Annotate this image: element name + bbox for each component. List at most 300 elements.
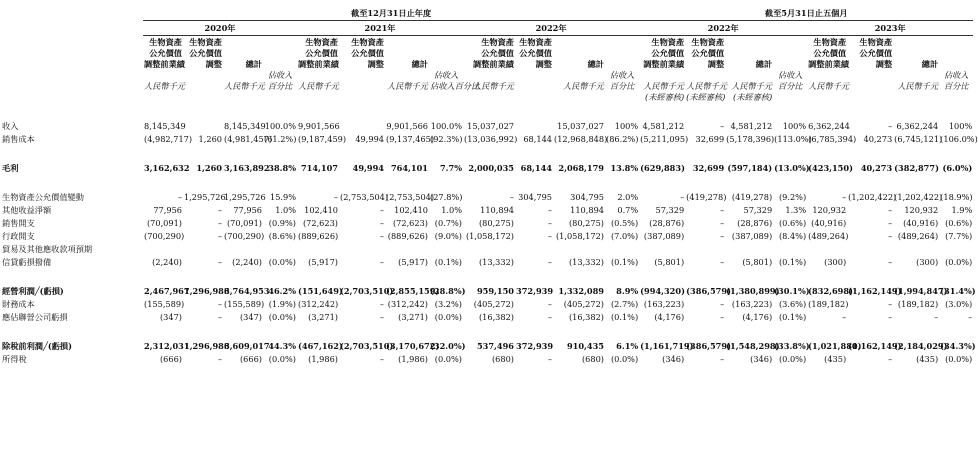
table-cell: 15,037,027 (557, 120, 604, 131)
table-cell: (0.0%) (778, 353, 807, 364)
table-cell: (405,272) (473, 298, 514, 309)
col-header: 公允價值 (651, 47, 685, 58)
table-cell: (419,278) (731, 191, 773, 202)
table-cell: – (379, 217, 384, 228)
table-cell: (1,986) (398, 353, 428, 364)
table-cell: (3,170,672) (386, 340, 440, 351)
table-cell: – (509, 191, 514, 202)
table-cell: 2,312,031 (144, 340, 190, 351)
unit-label: 人民幣千元 (298, 80, 339, 91)
table-cell: – (842, 311, 847, 322)
table-cell: 537,496 (476, 340, 514, 351)
table-cell: – (379, 204, 384, 215)
table-cell: 9,901,566 (298, 120, 340, 131)
table-cell: (0.0%) (434, 353, 462, 364)
col-header: 調整前業績 (643, 58, 685, 69)
table-cell: (28.8%) (430, 285, 466, 296)
year-heading: 2020年 (143, 21, 297, 36)
table-cell: – (547, 230, 552, 241)
table-cell: – (720, 120, 725, 131)
table-cell: (435) (824, 353, 847, 364)
table-cell: 44.3% (268, 340, 296, 351)
table-cell: (666) (159, 353, 182, 364)
table-cell (223, 241, 263, 254)
table-cell: (155,589) (224, 298, 265, 309)
col-header: 公允價值 (305, 47, 338, 58)
col-header: 公允價值 (859, 47, 893, 58)
table-cell: – (547, 311, 552, 322)
table-cell: (1,021,880) (808, 340, 862, 351)
table-row (0, 338, 973, 351)
table-cell: – (720, 298, 725, 309)
row-label: 毛利 (2, 162, 19, 173)
table-cell: (80,275) (568, 217, 604, 228)
table-cell: 1.0% (441, 204, 462, 215)
table-cell: 9,901,566 (386, 120, 428, 131)
table-cell: – (217, 204, 222, 215)
table-cell: (0.7%) (434, 217, 462, 228)
table-cell: (72,623) (302, 217, 338, 228)
col-header: 調整 (367, 58, 384, 69)
income-statement-table (0, 6, 978, 364)
table-cell: – (888, 230, 893, 241)
unit-line3 (0, 91, 973, 102)
table-cell: (2,240) (232, 256, 262, 267)
table-cell (553, 241, 605, 254)
table-cell: 110,894 (480, 204, 514, 215)
table-cell: (16,382) (478, 311, 514, 322)
table-row (0, 241, 973, 254)
table-cell: 1,260 (198, 133, 222, 144)
table-cell: (5,801) (742, 256, 773, 267)
table-cell: (3,271) (308, 311, 338, 322)
row-label: 財務成本 (2, 298, 35, 309)
column-header-line2 (0, 47, 973, 58)
row-label: 應佔聯營公司虧損 (2, 311, 68, 322)
table-cell (807, 241, 847, 254)
table-cell: – (720, 204, 725, 215)
table-cell: – (934, 311, 939, 322)
table-cell: 3,162,632 (144, 162, 190, 173)
table-cell: (629,883) (640, 162, 685, 173)
col-header: 生物資產 (149, 36, 182, 47)
table-cell: (435) (916, 353, 939, 364)
row-label: 除稅前利潤╱(虧損) (2, 340, 72, 351)
table-cell: (28,876) (649, 217, 685, 228)
table-cell (183, 241, 223, 254)
table-cell: – (888, 311, 893, 322)
table-cell (339, 241, 385, 254)
table-cell: 40,273 (860, 162, 893, 173)
col-header: 總計 (921, 58, 939, 69)
table-cell: 120,932 (812, 204, 847, 215)
table-cell: – (217, 217, 222, 228)
table-cell: (889,626) (298, 230, 339, 241)
table-cell: (72,623) (392, 217, 428, 228)
table-cell: (0.0%) (268, 353, 296, 364)
table-cell: 40,273 (863, 133, 893, 144)
pct-header: 百分比 (609, 80, 635, 91)
col-header: 總計 (411, 58, 428, 69)
table-cell: 77,956 (153, 204, 182, 215)
table-row (0, 283, 973, 296)
table-row (0, 351, 973, 364)
table-cell: 49,994 (352, 162, 384, 173)
spacer-row (0, 267, 973, 283)
table-cell: (0.6%) (778, 217, 807, 228)
table-cell: 100.0% (430, 120, 462, 131)
table-cell: 3,764,953 (224, 285, 270, 296)
pct-header: 佔收入 (943, 69, 969, 80)
table-cell: (1,202,422) (848, 191, 897, 202)
spacer-row (0, 322, 973, 338)
table-cell: (467,162) (298, 340, 343, 351)
col-header: 調整 (707, 58, 725, 69)
col-header: 調整 (535, 58, 552, 69)
table-cell: 102,410 (394, 204, 428, 215)
row-label: 行政開支 (2, 230, 35, 241)
table-cell: – (217, 256, 222, 267)
table-cell: – (888, 120, 893, 131)
col-header: 生物資產 (481, 36, 514, 47)
col-header: 生物資產 (305, 36, 338, 47)
table-cell: – (379, 256, 384, 267)
pct-header: 百分比 (943, 80, 969, 91)
table-cell: (9,137,465) (386, 133, 435, 144)
table-cell: 1.9% (951, 204, 973, 215)
row-label: 信貸虧損撥備 (2, 256, 52, 267)
row-label: 其他收益淨額 (2, 204, 52, 215)
table-cell (263, 241, 297, 254)
col-header: 公允價值 (351, 47, 384, 58)
unit-label: 人民幣千元 (686, 80, 728, 91)
table-cell: (5,801) (654, 256, 685, 267)
table-cell: – (720, 230, 725, 241)
table-cell: 3,609,017 (224, 340, 270, 351)
row-label: 經營利潤╱(虧損) (2, 285, 64, 296)
unit-label: 人民幣千元 (643, 80, 685, 91)
table-cell: (32.0%) (430, 340, 466, 351)
table-cell: 8,145,349 (144, 120, 186, 131)
table-cell: – (720, 353, 725, 364)
table-cell: (2,703,510) (340, 340, 394, 351)
table-cell: (419,278) (686, 191, 727, 202)
table-cell: 304,795 (518, 191, 552, 202)
table-cell: – (547, 204, 552, 215)
table-cell: (2,855,159) (386, 285, 440, 296)
table-cell: (5,178,396) (726, 133, 775, 144)
table-cell: 102,410 (304, 204, 338, 215)
table-cell: (3.6%) (778, 298, 807, 309)
table-cell: (312,242) (387, 298, 428, 309)
table-cell: – (217, 298, 222, 309)
table-cell (515, 118, 553, 131)
table-cell: 910,435 (566, 340, 604, 351)
col-header: 公允價值 (519, 47, 552, 58)
table-cell: (300) (916, 256, 939, 267)
table-cell: (0.6%) (945, 217, 973, 228)
table-cell: (8.4%) (778, 230, 807, 241)
table-cell: (1,058,172) (555, 230, 604, 241)
col-header: 生物資產 (859, 36, 893, 47)
table-cell: (700,290) (224, 230, 265, 241)
table-cell: (113.0%) (774, 133, 812, 144)
table-cell: – (379, 298, 384, 309)
row-label: 銷售成本 (2, 133, 35, 144)
table-cell: (163,223) (643, 298, 685, 309)
table-cell: 1,295,726 (224, 191, 266, 202)
table-cell: – (379, 311, 384, 322)
table-cell: (680) (491, 353, 514, 364)
col-header: 公允價值 (189, 47, 222, 58)
unit-label: 人民幣千元 (563, 80, 604, 91)
col-header: 調整前業績 (298, 58, 339, 69)
table-cell: – (842, 191, 847, 202)
unit-line2 (0, 80, 973, 91)
table-cell: (6,745,121) (894, 133, 943, 144)
table-cell: 4,581,212 (730, 120, 773, 131)
table-cell: (1,994,847) (894, 285, 948, 296)
spacer-row (0, 102, 973, 118)
year-heading: 2023年 (807, 21, 973, 36)
table-cell: (312,242) (298, 298, 339, 309)
table-cell: (1,380,899) (726, 285, 780, 296)
table-cell: (1,161,719) (640, 340, 694, 351)
table-cell: 2,000,035 (468, 162, 514, 173)
year-heading: 2022年 (639, 21, 807, 36)
table-cell: (489,264) (808, 230, 849, 241)
table-cell: 120,932 (904, 204, 939, 215)
column-header-line1 (0, 36, 973, 48)
table-cell: (346) (750, 353, 773, 364)
table-cell: (70,091) (226, 217, 262, 228)
table-cell: (70,091) (146, 217, 182, 228)
table-cell: 32,699 (695, 133, 725, 144)
table-cell: (189,182) (897, 298, 939, 309)
table-cell: (666) (239, 353, 262, 364)
table-cell: (31.4%) (940, 285, 976, 296)
table-cell: 2,068,179 (558, 162, 604, 173)
table-cell (297, 241, 339, 254)
table-cell: (489,264) (897, 230, 939, 241)
table-row (0, 296, 973, 309)
table-cell: (16,382) (568, 311, 604, 322)
col-header: 總計 (587, 58, 604, 69)
table-cell: (2,753,504) (340, 191, 389, 202)
table-cell: (4,176) (654, 311, 685, 322)
period-header-row (0, 6, 973, 21)
table-cell (773, 241, 807, 254)
col-header: 調整 (205, 58, 222, 69)
table-cell: (2,184,029) (894, 340, 948, 351)
table-cell: 57,329 (655, 204, 685, 215)
table-cell: (386,579) (686, 340, 731, 351)
table-cell: (1,986) (308, 353, 338, 364)
col-header: 生物資產 (651, 36, 685, 47)
table-cell: – (217, 353, 222, 364)
table-cell: (5,211,095) (640, 133, 689, 144)
table-cell: 15.9% (269, 191, 296, 202)
table-cell: (3.0%) (945, 298, 973, 309)
table-cell: (9.2%) (778, 191, 807, 202)
table-cell: (2,753,504) (386, 191, 435, 202)
pct-header: 佔收入 (777, 69, 803, 80)
table-cell: (5,917) (308, 256, 338, 267)
table-cell: (12,968,848) (554, 133, 608, 144)
table-cell: (1,202,422) (894, 191, 943, 202)
table-cell: 100.0% (264, 120, 296, 131)
table-cell: 8.9% (616, 285, 639, 296)
table-cell: 15,037,027 (467, 120, 514, 131)
table-cell: (40,916) (903, 217, 939, 228)
table-cell: 714,107 (300, 162, 338, 173)
table-cell (183, 118, 223, 131)
table-cell: (387,089) (643, 230, 685, 241)
col-header: 生物資產 (351, 36, 384, 47)
table-cell: (423,150) (808, 162, 853, 173)
table-cell: – (333, 191, 338, 202)
table-cell: (0.1%) (434, 256, 462, 267)
table-cell: (994,320) (640, 285, 685, 296)
table-row (0, 160, 973, 173)
table-cell (725, 241, 773, 254)
table-cell: 38.8% (268, 162, 296, 173)
unaudited-label: (未經審核) (686, 91, 726, 102)
table-cell: (3,271) (398, 311, 428, 322)
row-label: 生物資產公允價值變動 (2, 191, 84, 202)
table-cell: 68,144 (520, 162, 552, 173)
col-header: 總計 (245, 58, 262, 69)
year-heading: 2021年 (297, 21, 463, 36)
table-cell: (92.3%) (430, 133, 463, 144)
table-cell: (151,649) (298, 285, 343, 296)
table-cell: – (888, 217, 893, 228)
table-cell: 8,145,349 (224, 120, 266, 131)
table-row (0, 131, 973, 144)
table-cell (429, 241, 463, 254)
table-cell: (347) (159, 311, 182, 322)
table-cell: (386,579) (686, 285, 731, 296)
table-cell: (0.0%) (434, 311, 462, 322)
unaudited-label: (未經審核) (733, 91, 773, 102)
unit-line1 (0, 69, 973, 80)
table-cell: 1.3% (785, 204, 807, 215)
table-cell: – (720, 217, 725, 228)
pct-header: 百分比 (777, 80, 803, 91)
table-cell: (346) (662, 353, 685, 364)
table-cell: 46.2% (268, 285, 296, 296)
table-cell: 6,362,244 (808, 120, 850, 131)
table-cell: (5,917) (398, 256, 428, 267)
table-cell: – (888, 256, 893, 267)
table-cell: (300) (824, 256, 847, 267)
table-cell: 1.0% (275, 204, 296, 215)
table-cell: 110,894 (570, 204, 604, 215)
table-cell: 1,296,986 (184, 340, 230, 351)
table-cell (685, 241, 725, 254)
col-header: 調整 (875, 58, 893, 69)
table-cell: (189,182) (808, 298, 849, 309)
table-cell: – (379, 353, 384, 364)
table-row (0, 118, 973, 131)
table-cell: (155,589) (144, 298, 185, 309)
table-cell: – (217, 230, 222, 241)
table-cell: 4,581,212 (642, 120, 685, 131)
unit-label: 人民幣千元 (897, 80, 939, 91)
table-cell: (405,272) (563, 298, 604, 309)
table-cell: 32,699 (692, 162, 725, 173)
unit-label: 人民幣千元 (731, 80, 773, 91)
table-cell: – (888, 204, 893, 215)
table-cell: (0.9%) (268, 217, 296, 228)
table-cell: – (547, 256, 552, 267)
table-cell: 0.7% (617, 204, 639, 215)
table-row (0, 215, 973, 228)
col-header: 公允價值 (149, 47, 182, 58)
pct-header: 佔收入百分比 (430, 80, 480, 91)
table-cell: – (177, 191, 182, 202)
table-cell: (40,916) (811, 217, 847, 228)
col-header: 生物資產 (813, 36, 847, 47)
table-cell: 372,939 (516, 340, 554, 351)
col-header: 公允價值 (691, 47, 725, 58)
table-cell: 1,296,986 (184, 285, 230, 296)
table-cell: 49,994 (355, 133, 384, 144)
col-header: 調整前業績 (808, 58, 850, 69)
table-cell: (30.1%) (774, 285, 810, 296)
table-cell: (2,240) (152, 256, 182, 267)
table-cell: (0.0%) (945, 353, 973, 364)
table-cell: (0.0%) (268, 311, 296, 322)
table-cell: (0.0%) (610, 353, 639, 364)
table-cell: (18.9%) (940, 191, 973, 202)
table-cell: (6,785,394) (808, 133, 857, 144)
table-cell: 6,362,244 (896, 120, 939, 131)
table-cell: (9.0%) (434, 230, 462, 241)
table-cell: 13.8% (610, 162, 639, 173)
unit-label: 人民幣千元 (473, 80, 514, 91)
row-label: 收入 (2, 120, 19, 131)
table-cell (339, 118, 385, 131)
pct-header: 佔收入 (609, 69, 635, 80)
table-cell: (0.1%) (610, 256, 639, 267)
unit-label: 人民幣千元 (224, 80, 265, 91)
spacer-row (0, 144, 973, 160)
table-cell: (0.5%) (610, 217, 639, 228)
table-cell: – (547, 353, 552, 364)
unit-label: 人民幣千元 (387, 80, 428, 91)
table-cell: 100% (782, 120, 807, 131)
table-row (0, 309, 973, 322)
table-cell: (1,058,172) (465, 230, 514, 241)
table-cell: (0.0%) (945, 256, 973, 267)
table-cell: 7.7% (439, 162, 462, 173)
table-cell (515, 241, 553, 254)
table-cell: – (217, 311, 222, 322)
table-row (0, 189, 973, 202)
table-cell: 1,260 (196, 162, 222, 173)
table-row (0, 202, 973, 215)
table-cell: 100% (614, 120, 639, 131)
pct-header: 佔收入 (267, 69, 293, 80)
row-label: 所得稅 (2, 353, 27, 364)
table-cell: (1,162,149) (848, 285, 902, 296)
pct-header: 佔收入 (433, 69, 459, 80)
table-cell: (33.8%) (774, 340, 810, 351)
col-header: 調整前業績 (473, 58, 514, 69)
table-cell: 2,467,967 (144, 285, 190, 296)
table-cell: 100% (948, 120, 973, 131)
